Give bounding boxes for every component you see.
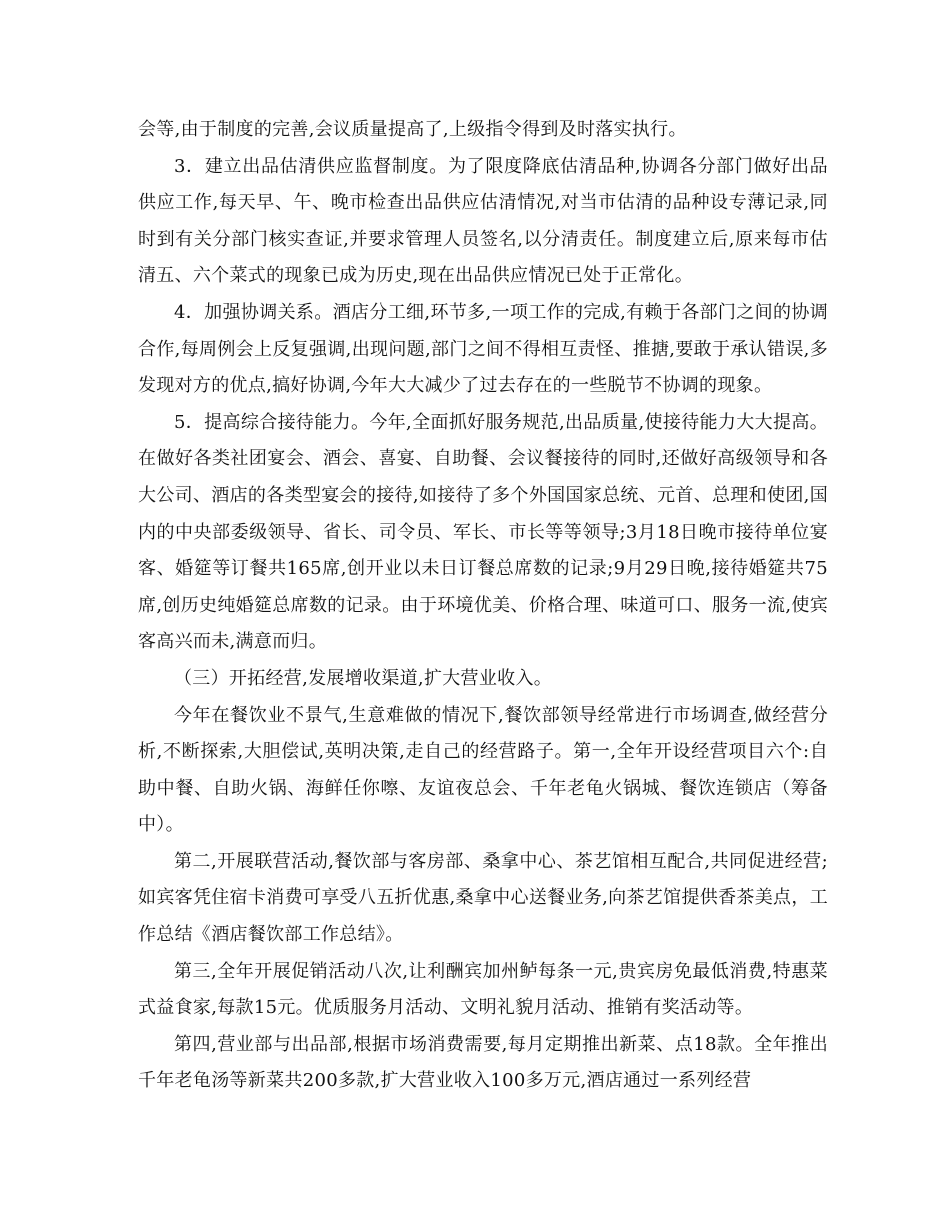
paragraph-item-3: 3．建立出品估清供应监督制度。为了限度降底估清品种,协调各分部门做好出品供应工作,每天早、午、晚市检查出品供应估清情况,对当市估清的品种设专薄记录,同时到有关分部门核实查证,并要求管理人员签名,以分清责任。制度建立后,原来每市估清五、六个菜式的现象已成为历史,现在出品供应情况已处于正常化。 — [138, 155, 828, 287]
paragraph-item-4: 4．加强协调关系。酒店分工细,环节多,一项工作的完成,有赖于各部门之间的协调合作,每周例会上反复强调,出现问题,部门之间不得相互责怪、推搪,要敢于承认错误,多发现对方的优点,搞好协调,今年大大减少了过去存在的一些脱节不协调的现象。 — [138, 301, 828, 397]
paragraph-fourth: 第四,营业部与出品部,根据市场消费需要,每月定期推出新菜、点18款。全年推出千年老龟汤等新菜共200多款,扩大营业收入100多万元,酒店通过一系列经营 — [138, 1033, 828, 1092]
paragraph-first: 今年在餐饮业不景气,生意难做的情况下,餐饮部领导经常进行市场调查,做经营分析,不断探索,大胆偿试,英明决策,走自己的经营路子。第一,全年开设经营项目六个:自助中餐、自助火锅、海鲜任你嚓、友谊夜总会、千年老龟火锅城、餐饮连锁店（筹备中）。 — [138, 704, 828, 836]
paragraph-continuation: 会等,由于制度的完善,会议质量提高了,上级指令得到及时落实执行。 — [138, 119, 687, 140]
paragraph-second: 第二,开展联营活动,餐饮部与客房部、桑拿中心、茶艺馆相互配合,共同促进经营;如宾客凭住宿卡消费可享受八五折优惠,桑拿中心送餐业务,向茶艺馆提供香茶美点，工作总结《酒店餐饮部工作总结》。 — [138, 850, 828, 946]
section-heading-3: （三）开拓经营,发展增收渠道,扩大营业收入。 — [174, 667, 553, 689]
paragraph-third: 第三,全年开展促销活动八次,让利酬宾加州鲈每条一元,贵宾房免最低消费,特惠菜式益食家,每款15元。优质服务月活动、文明礼貌月活动、推销有奖活动等。 — [138, 960, 828, 1019]
paragraph-item-5: 5．提高综合接待能力。今年,全面抓好服务规范,出品质量,使接待能力大大提高。在做好各类社团宴会、酒会、喜宴、自助餐、会议餐接待的同时,还做好高级领导和各大公司、酒店的各类型宴会的接待,如接待了多个外国国家总统、元首、总理和使团,国内的中央部委级领导、省长、司令员、军长、市长等等领导;3月18日晚市接待单位宴客、婚筵等订餐共165席,创开业以未日订餐总席数的记录;9月29日晚,接待婚筵共75席,创历史纯婚筵总席数的记录。由于环境优美、价格合理、味道可口、服务一流,使宾客高兴而未,满意而归。 — [138, 411, 828, 653]
document-body — [138, 112, 828, 1100]
